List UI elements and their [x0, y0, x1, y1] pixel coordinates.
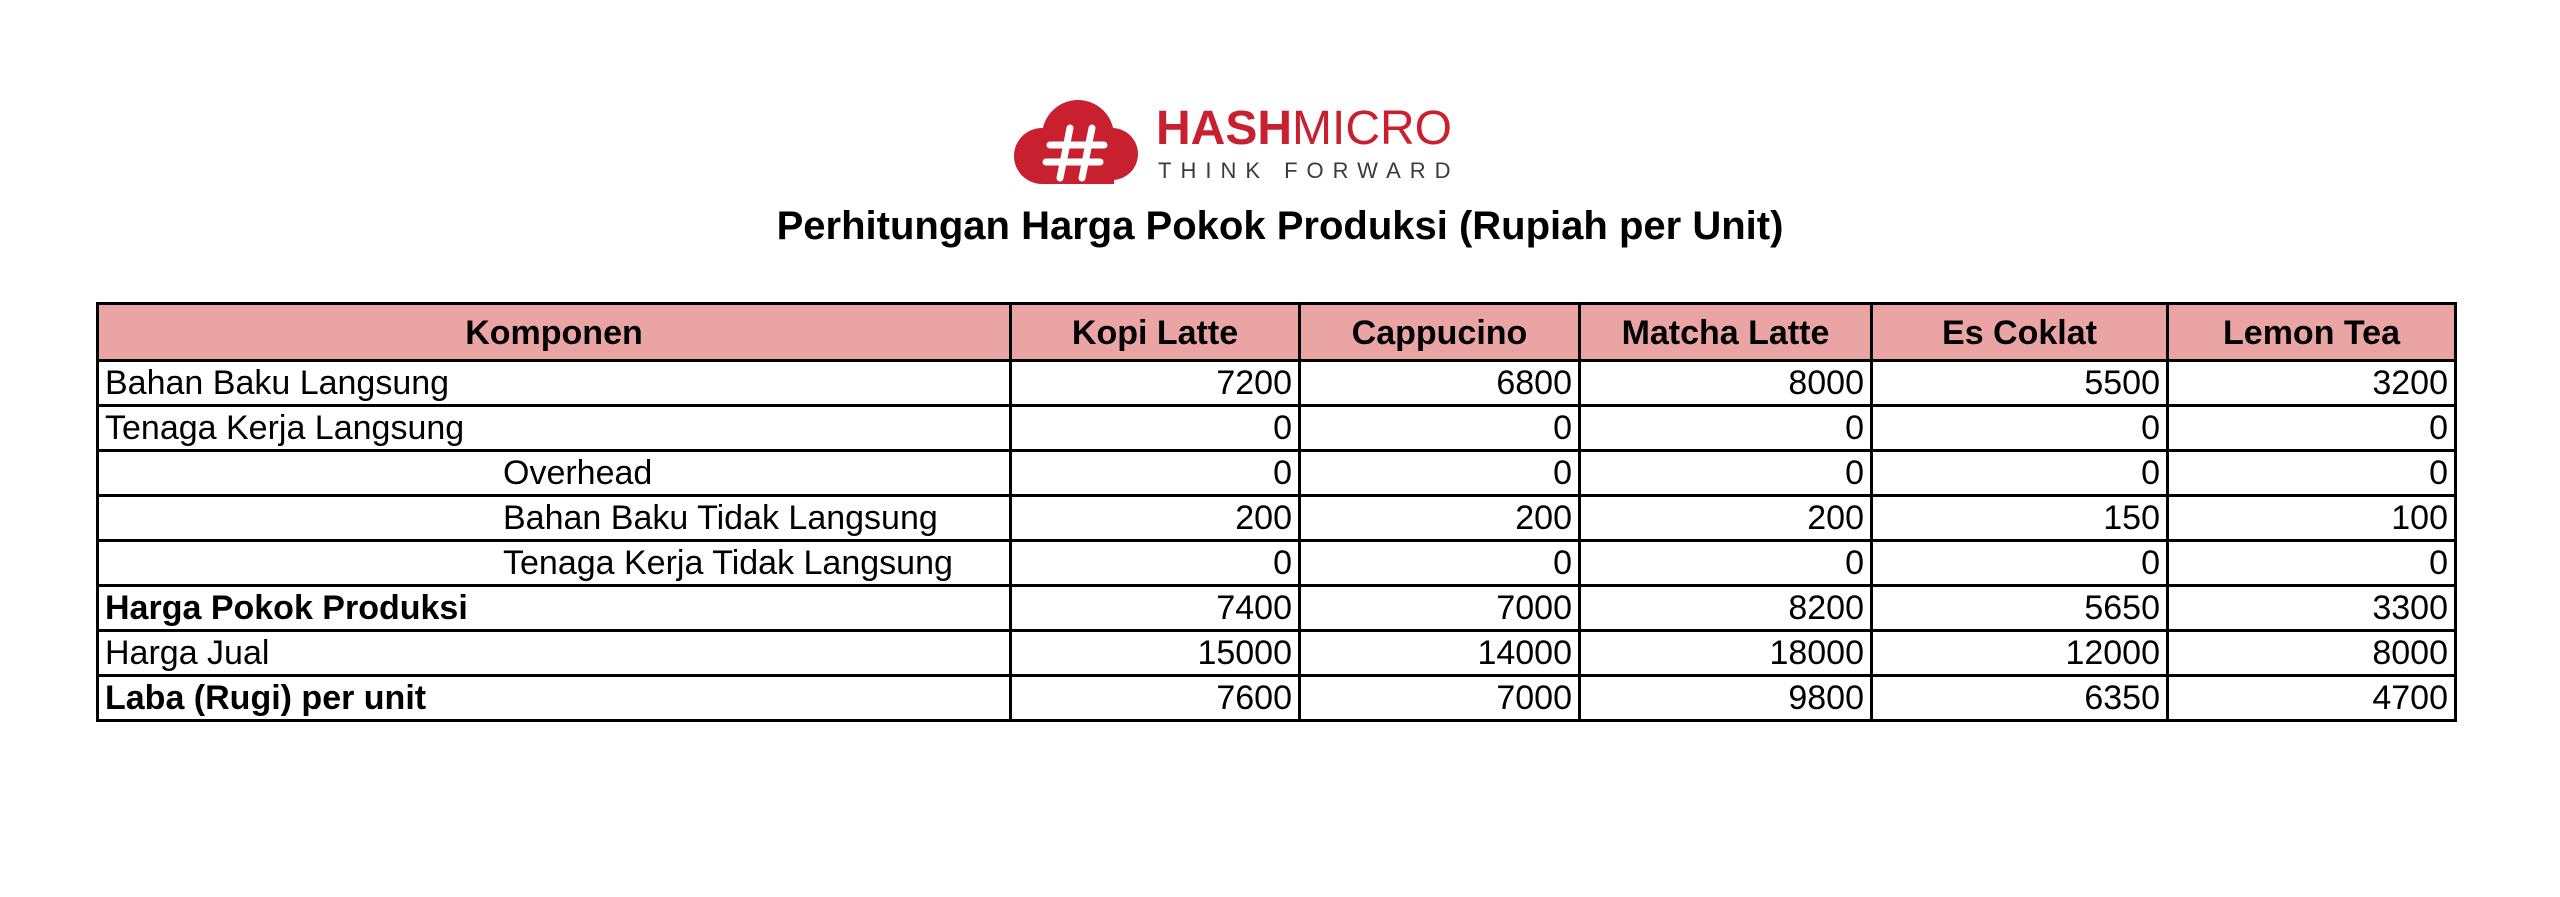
- cell-value: 0: [1580, 541, 1872, 586]
- table-row: [98, 361, 2456, 406]
- row-label: Bahan Baku Langsung: [98, 361, 1011, 406]
- header-komponen: Komponen: [98, 304, 1011, 361]
- header-cappucino: Cappucino: [1300, 304, 1580, 361]
- header-kopi-latte: Kopi Latte: [1011, 304, 1300, 361]
- cell-value: 0: [1580, 406, 1872, 451]
- table-row: [98, 451, 2456, 496]
- header-matcha-latte: Matcha Latte: [1580, 304, 1872, 361]
- cell-value: 200: [1011, 496, 1300, 541]
- cell-value: 9800: [1580, 676, 1872, 721]
- cell-value: 7200: [1011, 361, 1300, 406]
- header-lemon-tea: Lemon Tea: [2168, 304, 2456, 361]
- logo-brand-micro: MICRO: [1292, 102, 1452, 155]
- row-label: Tenaga Kerja Tidak Langsung: [98, 541, 1011, 586]
- cell-value: 3200: [2168, 361, 2456, 406]
- row-label: Overhead: [98, 451, 1011, 496]
- row-label: Tenaga Kerja Langsung: [98, 406, 1011, 451]
- cost-table: [96, 302, 2457, 722]
- table-row: [98, 586, 2456, 631]
- table-row: [98, 541, 2456, 586]
- cell-value: 8200: [1580, 586, 1872, 631]
- table-row: [98, 496, 2456, 541]
- cell-value: 0: [1300, 406, 1580, 451]
- cell-value: 3300: [2168, 586, 2456, 631]
- cell-value: 0: [1300, 451, 1580, 496]
- row-label: Harga Pokok Produksi: [98, 586, 1011, 631]
- cell-value: 100: [2168, 496, 2456, 541]
- cell-value: 8000: [1580, 361, 1872, 406]
- cloud-icon: [1014, 100, 1138, 184]
- cell-value: 14000: [1300, 631, 1580, 676]
- logo-tagline: THINK FORWARD: [1158, 158, 1460, 183]
- cell-value: 150: [1872, 496, 2168, 541]
- cell-value: 6350: [1872, 676, 2168, 721]
- cell-value: 15000: [1011, 631, 1300, 676]
- svg-text:HASHMICRO: [1156, 102, 1452, 155]
- cell-value: 0: [2168, 451, 2456, 496]
- cell-value: 0: [1872, 451, 2168, 496]
- cell-value: 0: [1011, 451, 1300, 496]
- table-row: [98, 406, 2456, 451]
- table-row: [98, 631, 2456, 676]
- cell-value: 0: [1011, 541, 1300, 586]
- cell-value: 0: [2168, 406, 2456, 451]
- cell-value: 200: [1580, 496, 1872, 541]
- cell-value: 5500: [1872, 361, 2168, 406]
- row-label: Bahan Baku Tidak Langsung: [98, 496, 1011, 541]
- cell-value: 4700: [2168, 676, 2456, 721]
- cell-value: 7000: [1300, 586, 1580, 631]
- cell-value: 0: [2168, 541, 2456, 586]
- hashmicro-logo: [1000, 98, 1480, 188]
- table-row: [98, 676, 2456, 721]
- cell-value: 0: [1580, 451, 1872, 496]
- cell-value: 7400: [1011, 586, 1300, 631]
- cell-value: 18000: [1580, 631, 1872, 676]
- cell-value: 8000: [2168, 631, 2456, 676]
- cell-value: 0: [1011, 406, 1300, 451]
- page-title: Perhitungan Harga Pokok Produksi (Rupiah per Unit): [776, 204, 1784, 248]
- cell-value: 0: [1872, 406, 2168, 451]
- row-label: Harga Jual: [98, 631, 1011, 676]
- header-es-coklat: Es Coklat: [1872, 304, 2168, 361]
- cell-value: 7000: [1300, 676, 1580, 721]
- logo-brand-hash: HASH: [1156, 102, 1293, 155]
- row-label: Laba (Rugi) per unit: [98, 676, 1011, 721]
- cell-value: 6800: [1300, 361, 1580, 406]
- cell-value: 5650: [1872, 586, 2168, 631]
- cell-value: 0: [1872, 541, 2168, 586]
- cell-value: 0: [1300, 541, 1580, 586]
- cell-value: 200: [1300, 496, 1580, 541]
- cell-value: 12000: [1872, 631, 2168, 676]
- table-header-row: [98, 304, 2456, 361]
- cell-value: 7600: [1011, 676, 1300, 721]
